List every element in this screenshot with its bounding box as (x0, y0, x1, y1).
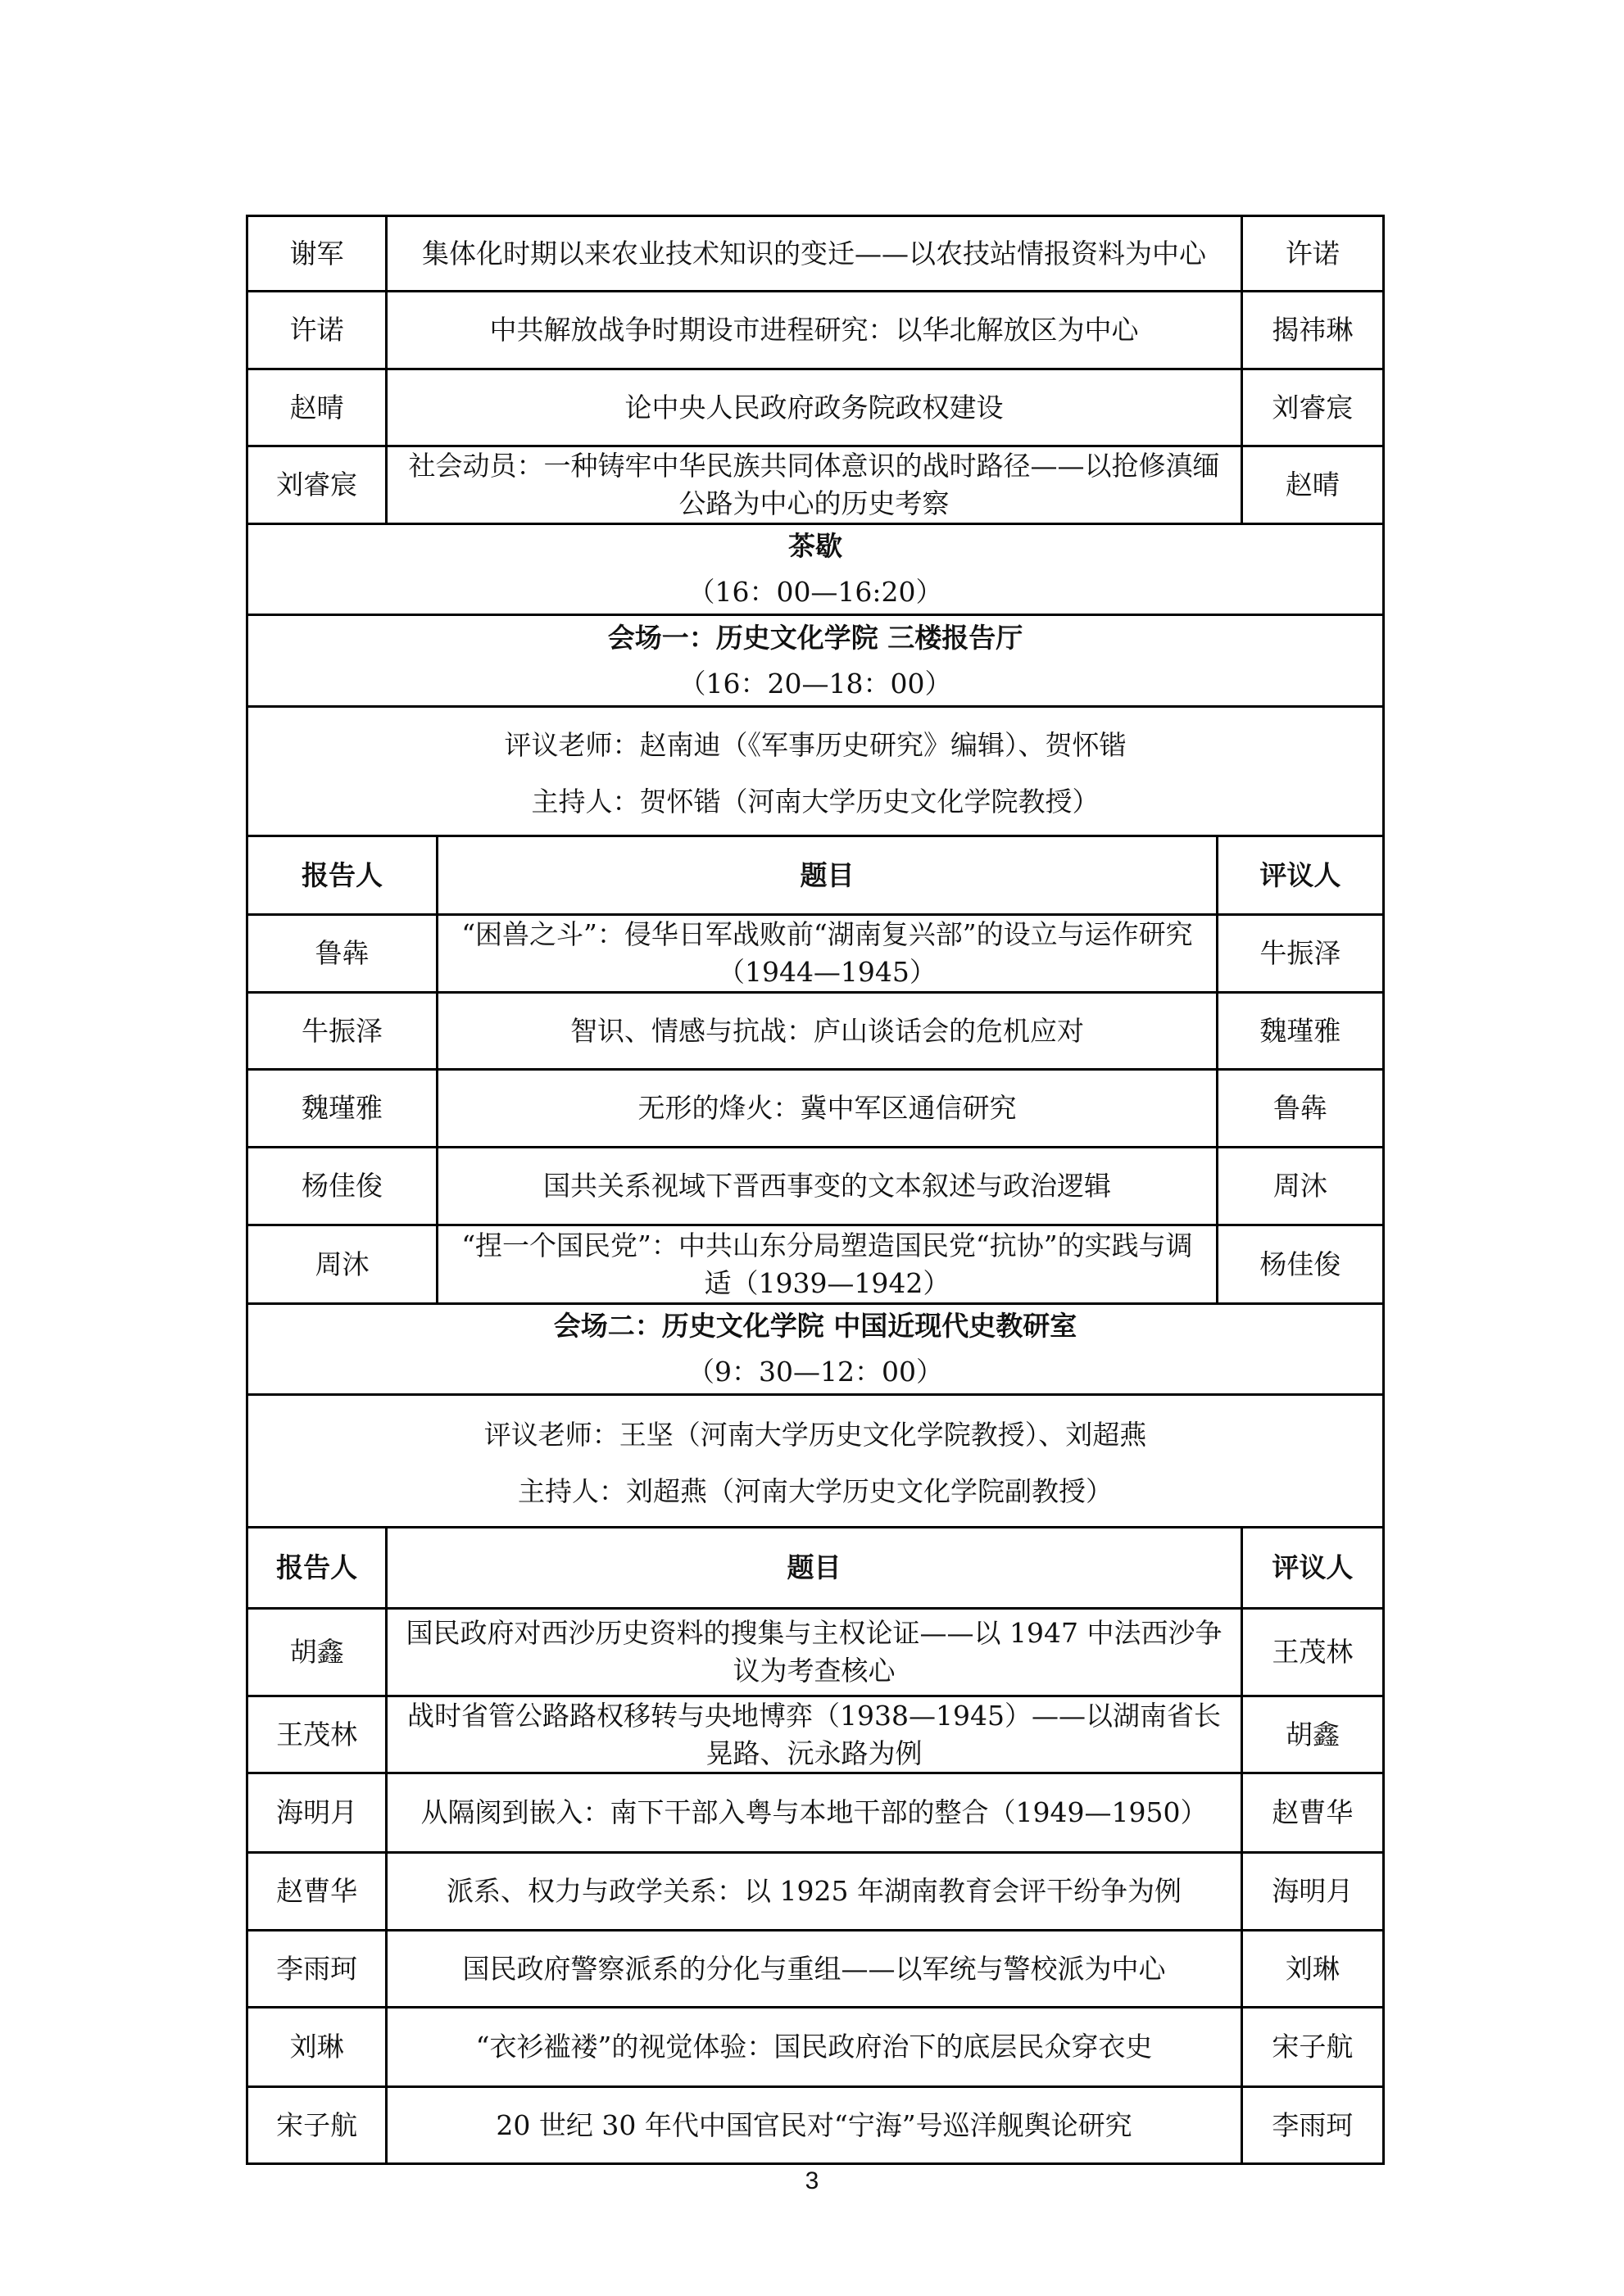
table-row (246, 1226, 1385, 1305)
title-cell: 从隔阂到嵌入：南下干部入粤与本地干部的整合（1949—1950） (385, 1774, 1240, 1851)
reporter-cell: 杨佳俊 (302, 1170, 383, 1202)
title-cell: 国民政府对西沙历史资料的搜集与主权论证——以 1947 中法西沙争议为考查核心 (385, 1610, 1240, 1695)
reporter-cell: 谢军 (289, 237, 344, 269)
table-row (246, 2008, 1385, 2088)
reporter-cell: 报告人 (302, 858, 383, 891)
commentator-cell: 赵晴 (1241, 447, 1382, 523)
reporter-cell: 胡鑫 (289, 1636, 344, 1668)
commentator-cell: 杨佳俊 (1216, 1226, 1382, 1302)
title-cell: “捏一个国民党”：中共山东分局塑造国民党“抗协”的实践与调适（1939—1942） (436, 1226, 1216, 1302)
commentator-cell: 海明月 (1241, 1854, 1382, 1929)
reporter-cell: 牛振泽 (302, 1014, 383, 1047)
table-row (246, 2088, 1385, 2165)
table-row (246, 1854, 1385, 1931)
title-cell: 派系、权力与政学关系：以 1925 年湖南教育会评干纷争为例 (385, 1854, 1240, 1929)
table-row (246, 447, 1385, 525)
commentator-cell: 胡鑫 (1241, 1697, 1382, 1772)
reporter-cell: 宋子航 (276, 2108, 358, 2141)
title-cell: “困兽之斗”：侵华日军战败前“湖南复兴部”的设立与运作研究（1944—1945） (436, 916, 1216, 991)
table-row (246, 215, 1385, 292)
title-cell: 无形的烽火：冀中军区通信研究 (436, 1071, 1216, 1146)
title-cell: 国共关系视域下晋西事变的文本叙述与政治逻辑 (436, 1148, 1216, 1224)
session1-reviewers-text: 评议老师：赵南迪（《军事历史研究》编辑）、贺怀锴 (504, 728, 1127, 761)
title-cell: 集体化时期以来农业技术知识的变迁——以农技站情报资料为中心 (385, 217, 1240, 290)
session2-host-text: 主持人：刘超燕（河南大学历史文化学院副教授） (518, 1474, 1113, 1507)
reporter-cell: 周沐 (315, 1248, 370, 1280)
table-row (246, 370, 1385, 447)
reporter-cell: 海明月 (276, 1796, 358, 1828)
title-cell: 社会动员：一种铸牢中华民族共同体意识的战时路径——以抢修滇缅公路为中心的历史考察 (385, 447, 1240, 523)
table-row (246, 292, 1385, 370)
title-cell: 中共解放战争时期设市进程研究：以华北解放区为中心 (385, 292, 1240, 368)
commentator-cell: 李雨珂 (1241, 2088, 1382, 2162)
session1-header (246, 616, 1385, 708)
session1-title: 会场一：历史文化学院 三楼报告厅 (607, 621, 1023, 654)
commentator-cell: 许诺 (1241, 217, 1382, 290)
reporter-cell: 许诺 (289, 314, 344, 346)
reporter-cell: 刘睿宸 (276, 469, 358, 500)
title-cell: “衣衫褴褛”的视觉体验：国民政府治下的底层民众穿衣史 (385, 2008, 1240, 2085)
session2-title: 会场二：历史文化学院 中国近现代史教研室 (553, 1310, 1077, 1342)
commentator-cell: 评议人 (1216, 837, 1382, 913)
title-cell: 20 世纪 30 年代中国官民对“宁海”号巡洋舰舆论研究 (385, 2088, 1240, 2162)
title-cell: 国民政府警察派系的分化与重组——以军统与警校派为中心 (385, 1931, 1240, 2006)
reporter-cell: 报告人 (276, 1551, 358, 1583)
reporter-cell: 鲁犇 (315, 937, 370, 969)
table-row (246, 994, 1385, 1071)
table-row (246, 1931, 1385, 2008)
commentator-cell: 鲁犇 (1216, 1071, 1382, 1146)
title-cell: 题目 (385, 1528, 1240, 1607)
tea-break-title: 茶歇 (788, 530, 842, 562)
table-row (246, 1774, 1385, 1854)
commentator-cell: 魏瑾雅 (1216, 994, 1382, 1068)
title-cell: 智识、情感与抗战：庐山谈话会的危机应对 (436, 994, 1216, 1068)
commentator-cell: 王茂林 (1241, 1610, 1382, 1695)
table-row (246, 1071, 1385, 1148)
session2-time: （9：30—12：00） (687, 1356, 943, 1388)
reporter-cell: 刘琳 (289, 2031, 344, 2063)
commentator-cell: 宋子航 (1241, 2008, 1382, 2085)
commentator-cell: 牛振泽 (1216, 916, 1382, 991)
session1-reviewers (246, 708, 1385, 837)
reporter-cell: 赵晴 (289, 391, 344, 423)
table-row (246, 1610, 1385, 1697)
table-row (246, 1697, 1385, 1774)
title-cell: 战时省管公路路权移转与央地博弈（1938—1945）——以湖南省长晃路、沅永路为例 (385, 1697, 1240, 1772)
reporter-cell: 王茂林 (276, 1718, 358, 1750)
session2-column-headers (246, 1528, 1385, 1610)
table-row (246, 1148, 1385, 1226)
session2-reviewers-text: 评议老师：王坚（河南大学历史文化学院教授）、刘超燕 (483, 1418, 1147, 1451)
commentator-cell: 周沐 (1216, 1148, 1382, 1224)
session2-header (246, 1305, 1385, 1396)
title-cell: 题目 (436, 837, 1216, 913)
commentator-cell: 刘睿宸 (1241, 370, 1382, 445)
commentator-cell: 揭祎琳 (1241, 292, 1382, 368)
reporter-cell: 李雨珂 (276, 1952, 358, 1985)
tea-break-row (246, 525, 1385, 616)
commentator-cell: 刘琳 (1241, 1931, 1382, 2006)
tea-break-time: （16：00—16:20） (687, 576, 943, 608)
table-row (246, 916, 1385, 994)
session1-column-headers (246, 837, 1385, 916)
reporter-cell: 赵曹华 (276, 1875, 358, 1907)
commentator-cell: 评议人 (1241, 1528, 1382, 1607)
session1-time: （16：20—18：00） (678, 667, 952, 700)
reporter-cell: 魏瑾雅 (302, 1092, 383, 1124)
commentator-cell: 赵曹华 (1241, 1774, 1382, 1851)
page-number: 3 (805, 2167, 819, 2194)
title-cell: 论中央人民政府政务院政权建设 (385, 370, 1240, 445)
session1-host-text: 主持人：贺怀锴（河南大学历史文化学院教授） (531, 785, 1100, 817)
session2-reviewers (246, 1396, 1385, 1528)
